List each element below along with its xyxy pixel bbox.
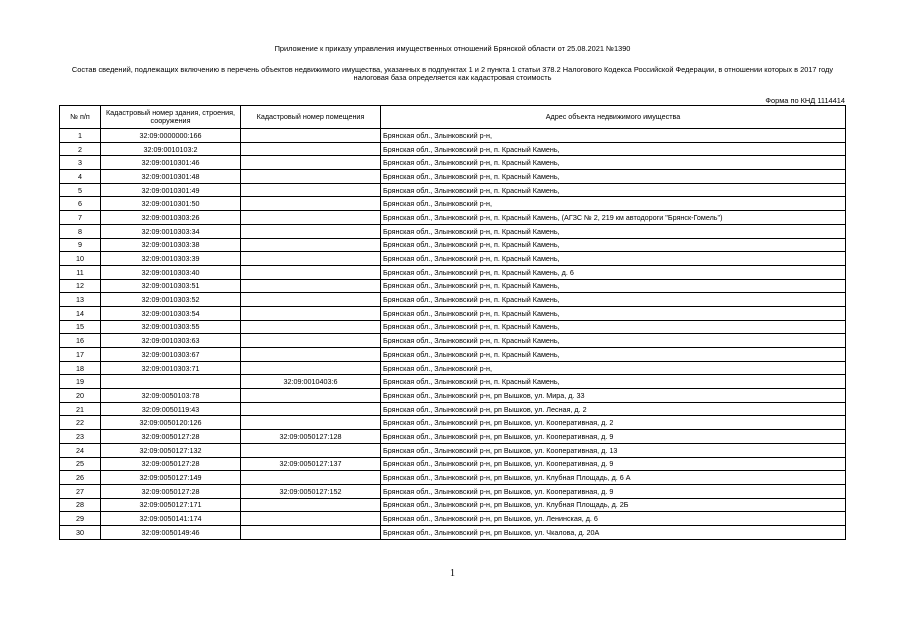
row-number-cell: 22 [60,416,101,430]
table-row [60,375,846,389]
column-header-address: Адрес объекта недвижимого имущества [381,106,846,129]
row-number-cell: 28 [60,498,101,512]
room-cadastral-cell [241,211,381,225]
building-cadastral-cell: 32:09:0050127:28 [101,430,241,444]
room-cadastral-cell [241,306,381,320]
table-row [60,197,846,211]
building-cadastral-cell: 32:09:0050120:126 [101,416,241,430]
room-cadastral-cell [241,348,381,362]
building-cadastral-cell: 32:09:0050119:43 [101,402,241,416]
building-cadastral-cell: 32:09:0010303:26 [101,211,241,225]
address-cell: Брянская обл., Злынковский р-н, рп Вышков, ул. Клубная Площадь, д. 6 А [381,471,846,485]
room-cadastral-cell [241,334,381,348]
building-cadastral-cell: 32:09:0050141:174 [101,512,241,526]
room-cadastral-cell: 32:09:0010403:6 [241,375,381,389]
address-cell: Брянская обл., Злынковский р-н, п. Красный Камень, [381,320,846,334]
row-number-cell: 17 [60,348,101,362]
row-number-cell: 13 [60,293,101,307]
address-cell: Брянская обл., Злынковский р-н, п. Красный Камень, [381,306,846,320]
address-cell: Брянская обл., Злынковский р-н, п. Красный Камень, [381,334,846,348]
room-cadastral-cell [241,402,381,416]
table-row [60,389,846,403]
table-row [60,361,846,375]
table-row [60,498,846,512]
building-cadastral-cell: 32:09:0000000:166 [101,129,241,143]
building-cadastral-cell: 32:09:0010301:50 [101,197,241,211]
room-cadastral-cell [241,252,381,266]
table-row [60,238,846,252]
table-row [60,306,846,320]
table-row [60,293,846,307]
row-number-cell: 16 [60,334,101,348]
row-number-cell: 27 [60,484,101,498]
room-cadastral-cell: 32:09:0050127:137 [241,457,381,471]
building-cadastral-cell: 32:09:0050103:78 [101,389,241,403]
building-cadastral-cell: 32:09:0010301:48 [101,170,241,184]
row-number-cell: 3 [60,156,101,170]
building-cadastral-cell: 32:09:0010303:38 [101,238,241,252]
address-cell: Брянская обл., Злынковский р-н, рп Вышков, ул. Ленинская, д. 6 [381,512,846,526]
table-row [60,170,846,184]
property-table [59,105,846,540]
room-cadastral-cell [241,361,381,375]
building-cadastral-cell: 32:09:0010303:40 [101,265,241,279]
address-cell: Брянская обл., Злынковский р-н, [381,361,846,375]
row-number-cell: 15 [60,320,101,334]
row-number-cell: 19 [60,375,101,389]
row-number-cell: 9 [60,238,101,252]
table-row [60,484,846,498]
table-row [60,457,846,471]
column-header-number: № п/п [60,106,101,129]
room-cadastral-cell [241,265,381,279]
row-number-cell: 29 [60,512,101,526]
address-cell: Брянская обл., Злынковский р-н, рп Вышков, ул. Чкалова, д. 20А [381,525,846,539]
room-cadastral-cell [241,142,381,156]
building-cadastral-cell: 32:09:0010303:54 [101,306,241,320]
table-row [60,430,846,444]
row-number-cell: 14 [60,306,101,320]
address-cell: Брянская обл., Злынковский р-н, [381,197,846,211]
row-number-cell: 1 [60,129,101,143]
table-row [60,348,846,362]
room-cadastral-cell [241,471,381,485]
row-number-cell: 4 [60,170,101,184]
table-row [60,265,846,279]
room-cadastral-cell [241,498,381,512]
room-cadastral-cell [241,293,381,307]
building-cadastral-cell: 32:09:0010303:52 [101,293,241,307]
address-cell: Брянская обл., Злынковский р-н, рп Вышков, ул. Кооперативная, д. 9 [381,430,846,444]
address-cell: Брянская обл., Злынковский р-н, рп Вышков, ул. Кооперативная, д. 9 [381,457,846,471]
table-header-row [60,106,846,129]
room-cadastral-cell [241,170,381,184]
address-cell: Брянская обл., Злынковский р-н, п. Красный Камень, (АГЗС № 2, 219 км автодороги "Брянск-Гомель") [381,211,846,225]
address-cell: Брянская обл., Злынковский р-н, п. Красный Камень, д. 6 [381,265,846,279]
address-cell: Брянская обл., Злынковский р-н, п. Красный Камень, [381,348,846,362]
table-row [60,279,846,293]
room-cadastral-cell [241,279,381,293]
room-cadastral-cell [241,156,381,170]
form-code: Форма по КНД 1114414 [765,96,845,105]
row-number-cell: 10 [60,252,101,266]
table-row [60,512,846,526]
building-cadastral-cell: 32:09:0010303:63 [101,334,241,348]
address-cell: Брянская обл., Злынковский р-н, п. Красный Камень, [381,142,846,156]
row-number-cell: 2 [60,142,101,156]
table-row [60,183,846,197]
building-cadastral-cell: 32:09:0050127:132 [101,443,241,457]
table-row [60,334,846,348]
building-cadastral-cell: 32:09:0010303:67 [101,348,241,362]
table-row [60,156,846,170]
table-row [60,416,846,430]
room-cadastral-cell: 32:09:0050127:152 [241,484,381,498]
address-cell: Брянская обл., Злынковский р-н, рп Вышков, ул. Кооперативная, д. 2 [381,416,846,430]
address-cell: Брянская обл., Злынковский р-н, рп Вышков, ул. Клубная Площадь, д. 2Б [381,498,846,512]
room-cadastral-cell [241,443,381,457]
address-cell: Брянская обл., Злынковский р-н, п. Красный Камень, [381,238,846,252]
row-number-cell: 7 [60,211,101,225]
row-number-cell: 23 [60,430,101,444]
address-cell: Брянская обл., Злынковский р-н, [381,129,846,143]
table-row [60,211,846,225]
building-cadastral-cell: 32:09:0050127:28 [101,484,241,498]
address-cell: Брянская обл., Злынковский р-н, п. Красный Камень, [381,170,846,184]
room-cadastral-cell [241,512,381,526]
table-row [60,142,846,156]
room-cadastral-cell [241,238,381,252]
column-header-building-cadastral: Кадастровый номер здания, строения, сооружения [101,106,241,129]
building-cadastral-cell: 32:09:0010303:39 [101,252,241,266]
row-number-cell: 11 [60,265,101,279]
building-cadastral-cell: 32:09:0010103:2 [101,142,241,156]
table-row [60,129,846,143]
row-number-cell: 6 [60,197,101,211]
building-cadastral-cell: 32:09:0010303:51 [101,279,241,293]
row-number-cell: 26 [60,471,101,485]
building-cadastral-cell: 32:09:0010301:49 [101,183,241,197]
building-cadastral-cell [101,375,241,389]
row-number-cell: 30 [60,525,101,539]
address-cell: Брянская обл., Злынковский р-н, рп Вышков, ул. Мира, д. 33 [381,389,846,403]
room-cadastral-cell [241,389,381,403]
room-cadastral-cell [241,183,381,197]
row-number-cell: 20 [60,389,101,403]
address-cell: Брянская обл., Злынковский р-н, п. Красный Камень, [381,375,846,389]
row-number-cell: 24 [60,443,101,457]
room-cadastral-cell [241,224,381,238]
row-number-cell: 8 [60,224,101,238]
document-title: Приложение к приказу управления имущественных отношений Брянской области от 25.08.2021 №1390 [274,44,631,53]
address-cell: Брянская обл., Злынковский р-н, п. Красный Камень, [381,279,846,293]
document-description: Состав сведений, подлежащих включению в перечень объектов недвижимого имущества, указанных в подпунктах 1 и 2 пункта 1 статьи 378.2 Налогового Кодекса Российской Федерации, в отношении которых в 2017 году налоговая база определяется как кадастровая стоимость [71,65,834,83]
page-number: 1 [450,568,455,579]
address-cell: Брянская обл., Злынковский р-н, рп Вышков, ул. Кооперативная, д. 9 [381,484,846,498]
address-cell: Брянская обл., Злынковский р-н, п. Красный Камень, [381,156,846,170]
address-cell: Брянская обл., Злынковский р-н, п. Красный Камень, [381,252,846,266]
table-row [60,443,846,457]
column-header-room-cadastral: Кадастровый номер помещения [241,106,381,129]
address-cell: Брянская обл., Злынковский р-н, рп Вышков, ул. Лесная, д. 2 [381,402,846,416]
row-number-cell: 5 [60,183,101,197]
room-cadastral-cell [241,320,381,334]
building-cadastral-cell: 32:09:0010303:34 [101,224,241,238]
room-cadastral-cell: 32:09:0050127:128 [241,430,381,444]
table-row [60,471,846,485]
row-number-cell: 25 [60,457,101,471]
room-cadastral-cell [241,129,381,143]
building-cadastral-cell: 32:09:0050127:28 [101,457,241,471]
table-row [60,320,846,334]
address-cell: Брянская обл., Злынковский р-н, п. Красный Камень, [381,293,846,307]
table-row [60,252,846,266]
building-cadastral-cell: 32:09:0010301:46 [101,156,241,170]
building-cadastral-cell: 32:09:0010303:71 [101,361,241,375]
building-cadastral-cell: 32:09:0050127:149 [101,471,241,485]
room-cadastral-cell [241,197,381,211]
building-cadastral-cell: 32:09:0010303:55 [101,320,241,334]
building-cadastral-cell: 32:09:0050127:171 [101,498,241,512]
row-number-cell: 12 [60,279,101,293]
address-cell: Брянская обл., Злынковский р-н, п. Красный Камень, [381,224,846,238]
room-cadastral-cell [241,416,381,430]
table-row [60,402,846,416]
table-row [60,224,846,238]
room-cadastral-cell [241,525,381,539]
table-row [60,525,846,539]
address-cell: Брянская обл., Злынковский р-н, п. Красный Камень, [381,183,846,197]
row-number-cell: 18 [60,361,101,375]
address-cell: Брянская обл., Злынковский р-н, рп Вышков, ул. Кооперативная, д. 13 [381,443,846,457]
building-cadastral-cell: 32:09:0050149:46 [101,525,241,539]
row-number-cell: 21 [60,402,101,416]
